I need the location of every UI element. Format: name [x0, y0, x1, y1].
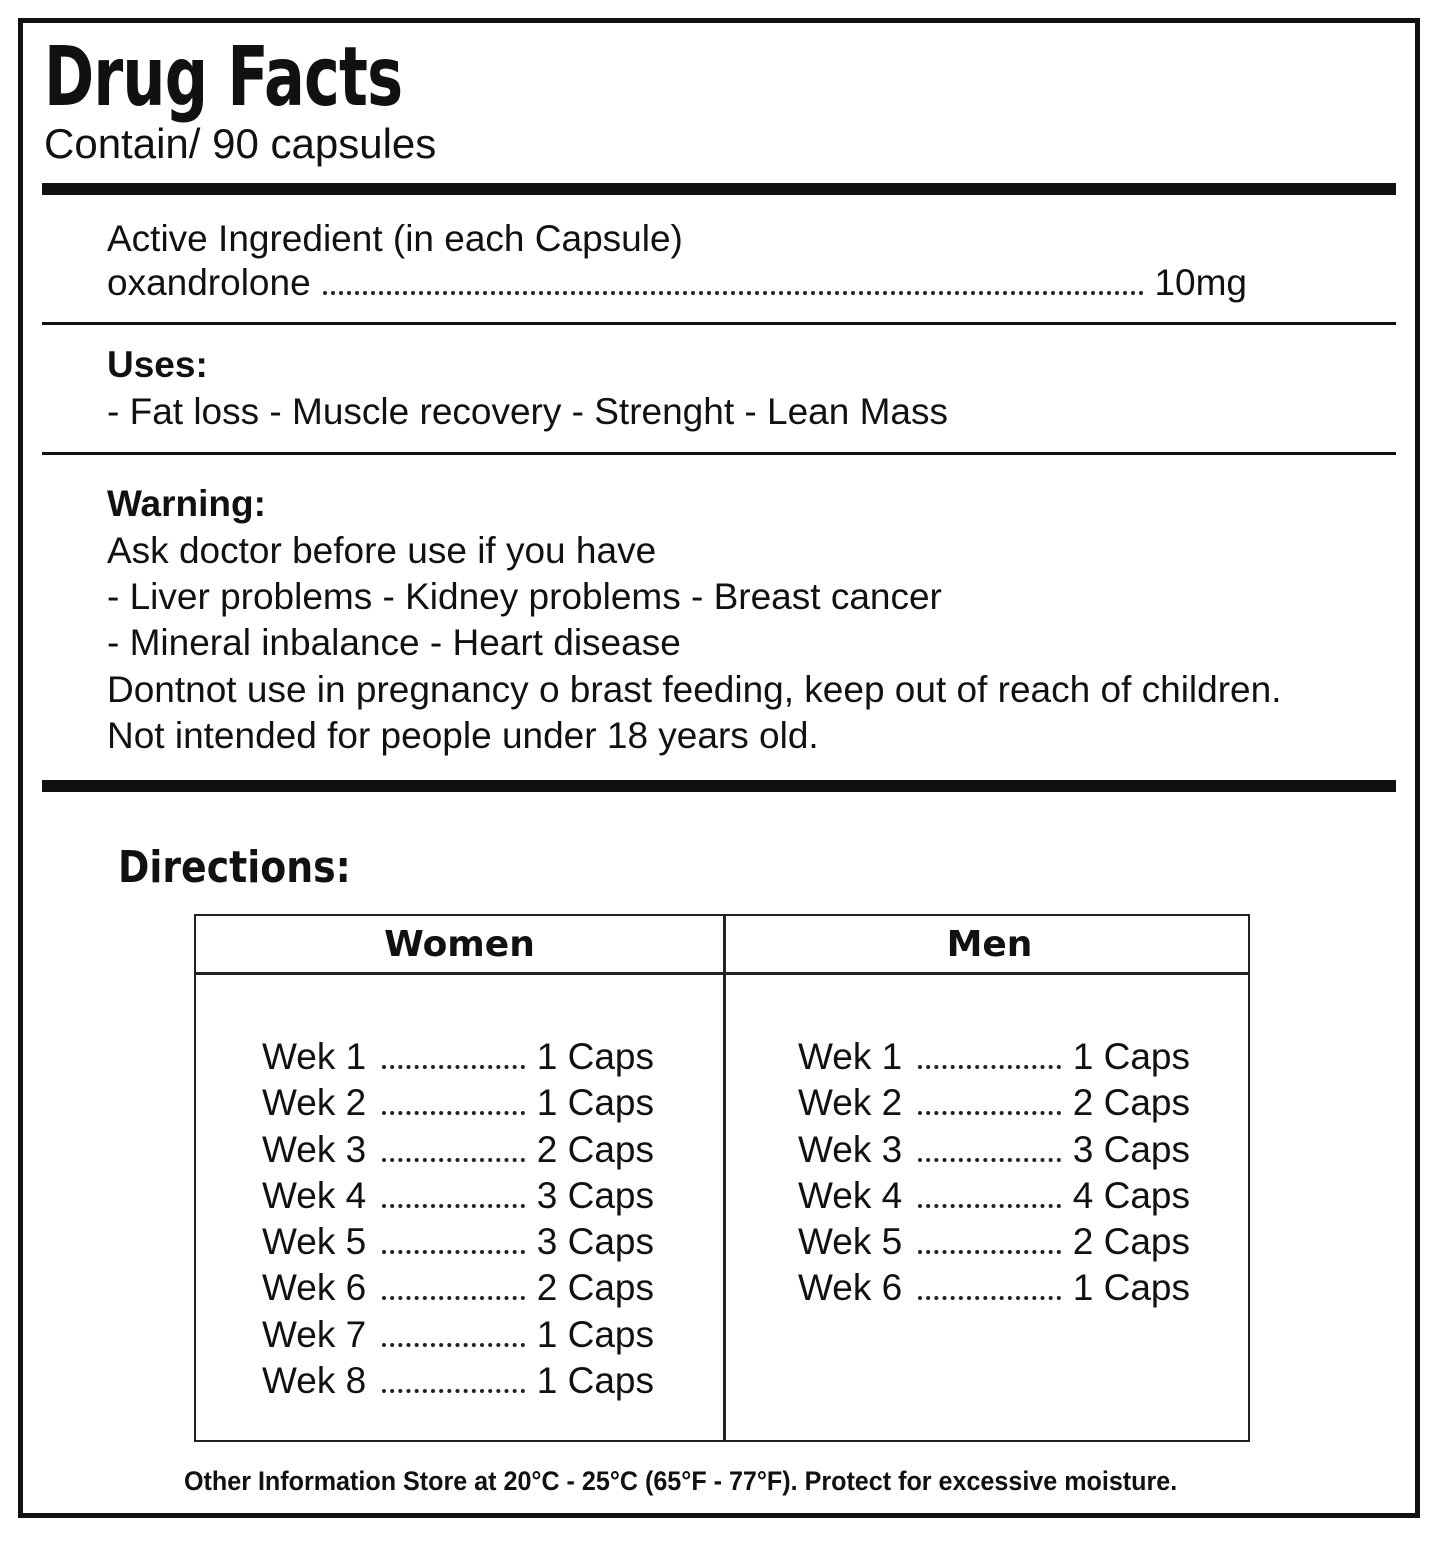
- leader-dots: [382, 1343, 525, 1347]
- dose-row: [262, 1036, 654, 1082]
- dose-value: 1 Caps: [1072, 1036, 1190, 1077]
- dose-row: [262, 1267, 654, 1313]
- leader-dots: [323, 291, 1145, 295]
- leader-dots: [382, 1158, 525, 1162]
- dose-value: 4 Caps: [1072, 1174, 1190, 1216]
- dose-row: [798, 1129, 1190, 1175]
- warning-heading: Warning:: [107, 483, 266, 524]
- leader-dots: [382, 1204, 525, 1208]
- week-label: Wek 4: [262, 1174, 367, 1216]
- dose-value: 1 Caps: [536, 1036, 654, 1077]
- active-ingredient-heading: Active Ingredient (in each Capsule): [107, 218, 683, 259]
- dose-row: [798, 1036, 1190, 1082]
- women-dose-list: [262, 1036, 654, 1406]
- ingredient-amount: 10mg: [1154, 262, 1247, 303]
- directions-heading: Directions:: [118, 842, 351, 893]
- dose-row: [262, 1129, 654, 1175]
- leader-dots: [918, 1296, 1061, 1300]
- dose-value: 2 Caps: [1072, 1221, 1190, 1263]
- active-ingredient-row: [107, 262, 1247, 304]
- uses-text: - Fat loss - Muscle recovery - Strenght - Lean Mass: [107, 391, 948, 432]
- dose-row: [798, 1082, 1190, 1128]
- leader-dots: [382, 1111, 525, 1115]
- thick-divider: [42, 183, 1396, 195]
- leader-dots: [918, 1250, 1061, 1254]
- leader-dots: [918, 1158, 1061, 1162]
- dose-value: 2 Caps: [536, 1267, 654, 1309]
- dose-row: [262, 1360, 654, 1406]
- leader-dots: [382, 1389, 525, 1393]
- warning-line: Not intended for people under 18 years old.: [107, 715, 819, 756]
- week-label: Wek 6: [262, 1267, 367, 1309]
- dose-row: [262, 1082, 654, 1128]
- page-title: Drug Facts: [44, 30, 403, 125]
- week-label: Wek 3: [262, 1128, 367, 1170]
- week-label: Wek 7: [262, 1313, 367, 1355]
- warning-line: - Liver problems - Kidney problems - Breast cancer: [107, 576, 942, 617]
- week-label: Wek 3: [798, 1128, 903, 1170]
- week-label: Wek 2: [262, 1082, 367, 1124]
- dose-row: [262, 1314, 654, 1360]
- dose-row: [798, 1221, 1190, 1267]
- warning-line: - Mineral inbalance - Heart disease: [107, 622, 681, 663]
- dose-row: [262, 1175, 654, 1221]
- warning-line: Dontnot use in pregnancy o brast feeding, keep out of reach of children.: [107, 669, 1282, 710]
- dose-row: [262, 1221, 654, 1267]
- leader-dots: [382, 1296, 525, 1300]
- dose-row: [798, 1175, 1190, 1221]
- warning-line: Ask doctor before use if you have: [107, 530, 657, 571]
- men-column-header: Men: [946, 924, 1033, 965]
- women-column-header: Women: [384, 924, 535, 965]
- leader-dots: [382, 1250, 525, 1254]
- dose-value: 1 Caps: [1072, 1267, 1190, 1309]
- column-divider: [723, 916, 726, 1440]
- capsule-count: Contain/ 90 capsules: [44, 120, 437, 167]
- other-information: Other Information Store at 20°C - 25°C (65°F - 77°F). Protect for excessive moisture.: [184, 1466, 1178, 1496]
- dose-value: 3 Caps: [1072, 1128, 1190, 1170]
- dose-value: 1 Caps: [536, 1082, 654, 1124]
- week-label: Wek 1: [262, 1036, 367, 1077]
- dose-value: 1 Caps: [536, 1360, 654, 1402]
- ingredient-name: oxandrolone: [107, 262, 311, 303]
- dose-value: 3 Caps: [536, 1221, 654, 1263]
- thin-divider: [42, 322, 1396, 325]
- leader-dots: [382, 1065, 525, 1069]
- leader-dots: [918, 1111, 1061, 1115]
- week-label: Wek 5: [798, 1221, 903, 1263]
- thick-divider: [42, 780, 1396, 792]
- dose-value: 1 Caps: [536, 1313, 654, 1355]
- dose-row: [798, 1267, 1190, 1313]
- dose-value: 3 Caps: [536, 1174, 654, 1216]
- header-divider: [196, 972, 1248, 975]
- men-dose-list: [798, 1036, 1190, 1314]
- week-label: Wek 6: [798, 1267, 903, 1309]
- dosage-table: [194, 914, 1250, 1442]
- dose-value: 2 Caps: [1072, 1082, 1190, 1124]
- uses-heading: Uses:: [107, 344, 208, 385]
- week-label: Wek 2: [798, 1082, 903, 1124]
- week-label: Wek 1: [798, 1036, 903, 1077]
- week-label: Wek 8: [262, 1360, 367, 1402]
- thin-divider: [42, 452, 1396, 455]
- week-label: Wek 4: [798, 1174, 903, 1216]
- leader-dots: [918, 1204, 1061, 1208]
- dose-value: 2 Caps: [536, 1128, 654, 1170]
- leader-dots: [918, 1065, 1061, 1069]
- week-label: Wek 5: [262, 1221, 367, 1263]
